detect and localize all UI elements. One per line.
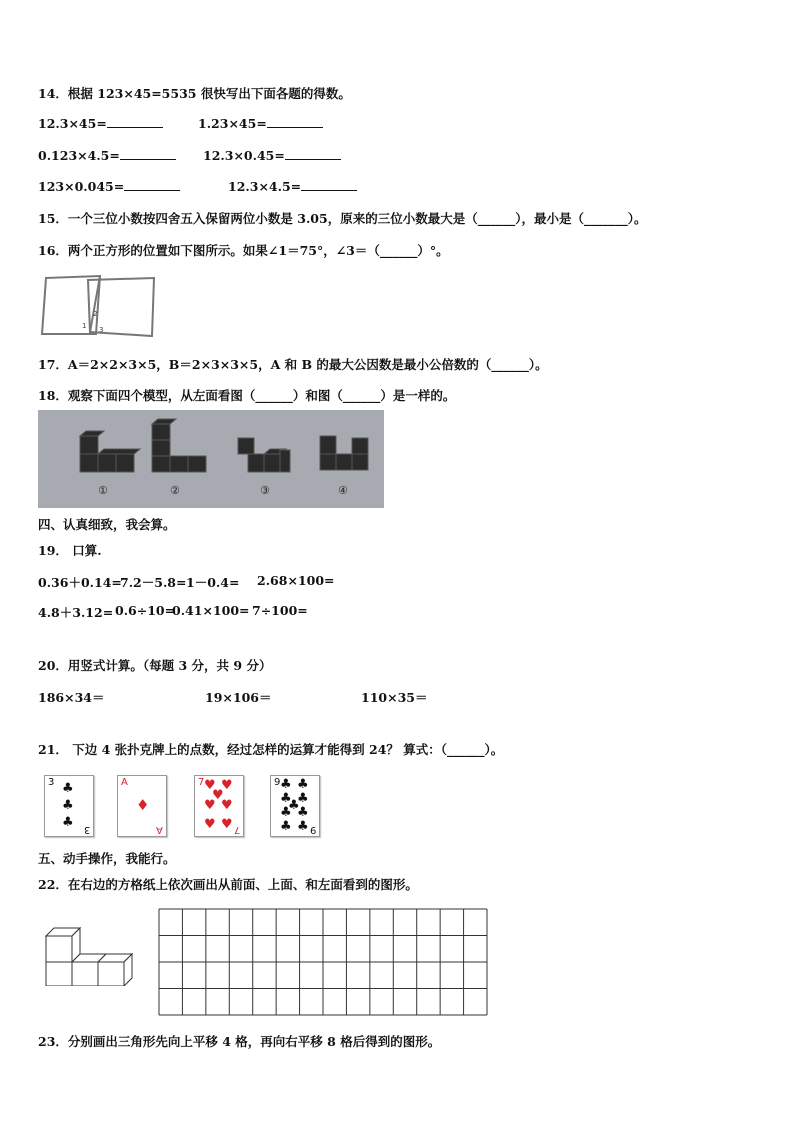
club-icon: ♣ [297,791,309,806]
q20-item-1: 186×34＝ [38,690,105,705]
model-4 [320,436,368,470]
model-2 [152,419,206,472]
answer-blank[interactable] [107,115,163,128]
model-1 [80,431,140,472]
heart-icon: ♥ [221,778,233,793]
angle-label-3: 3 [99,326,104,334]
club-icon: ♣ [280,805,292,820]
q22-text: 22．在右边的方格纸上依次画出从前面、上面、和左面看到的图形。 [38,877,418,892]
answer-blank[interactable] [124,178,180,191]
q14-stem: 14．根据 123×45=5535 很快写出下面各题的得数。 [38,86,351,101]
section-5-title: 五、动手操作，我能行。 [38,851,176,866]
playing-card-4 [270,775,320,837]
angle-label-1: 1 [82,322,87,330]
club-icon: ♣ [62,781,74,796]
answer-blank[interactable] [301,178,357,191]
model-3 [238,438,290,472]
card-2-rank: A [121,777,128,788]
q19-r1-c1: 0.36＋0.14= [38,575,122,590]
playing-card-1 [44,775,94,837]
q20-item-2: 19×106＝ [205,690,272,705]
club-icon: ♣ [280,777,292,792]
playing-card-3 [194,775,244,837]
club-icon: ♣ [62,815,74,830]
card-4-rank-inverted: 9 [309,824,316,835]
club-icon: ♣ [62,798,74,813]
q23-text: 23．分别画出三角形先向上平移 4 格，再向右平移 8 格后得到的图形。 [38,1034,441,1049]
q14-item-2: 1.23×45= [198,115,323,131]
q14-item-4: 12.3×0.45= [203,147,341,163]
card-1-rank-inverted: 3 [83,824,90,835]
card-4-rank: 9 [274,777,281,788]
card-1-rank: 3 [48,777,55,788]
playing-card-2 [117,775,167,837]
card-2-rank-inverted: A [156,824,163,835]
q19-r1-c2: 7.2－5.8= [120,575,187,590]
heart-icon: ♥ [204,817,216,832]
q19-r1-c4: 2.68×100= [257,573,335,588]
q14-item-1: 12.3×45= [38,115,163,131]
two-squares-figure [38,272,160,340]
answer-blank[interactable] [267,115,323,128]
heart-icon: ♥ [221,817,233,832]
q20-item-3: 110×35＝ [361,690,428,705]
q19-r2-c3: 0.41×100= [172,603,250,618]
q17-text: 17．A＝2×2×3×5，B＝2×3×3×5，A 和 B 的最大公因数是最小公倍数的（______）。 [38,357,548,372]
cube-models-figure [38,410,384,508]
q14-item-5: 123×0.045= [38,178,180,194]
heart-icon: ♥ [212,788,224,803]
model-label-3: ③ [260,484,270,497]
q19-r1-c3: 1－0.4= [186,575,240,590]
club-icon: ♣ [288,798,300,813]
heart-icon: ♥ [204,798,216,813]
grid-paper[interactable] [158,908,488,1016]
card-3-rank-inverted: 7 [233,824,240,835]
q19-r2-c4: 7÷100= [252,603,308,618]
q21-text: 21． 下边 4 张扑克牌上的点数，经过怎样的运算才能得到 24？ 算式：（______）。 [38,742,504,757]
card-3-rank: 7 [198,777,205,788]
q14-item-6: 12.3×4.5= [228,178,357,194]
model-label-4: ④ [338,484,348,497]
q19-stem: 19． 口算. [38,543,102,558]
q18-text: 18．观察下面四个模型，从左面看图（______）和图（______）是一样的。 [38,388,456,403]
diamond-icon: ♦ [136,796,150,814]
q20-stem: 20．用竖式计算。（每题 3 分，共 9 分） [38,658,272,673]
q14-item-3: 0.123×4.5= [38,147,176,163]
q19-r2-c2: 0.6÷10= [115,603,176,618]
answer-blank[interactable] [120,147,176,160]
model-label-2: ② [170,484,180,497]
angle-label-2: 2 [93,310,98,318]
club-icon: ♣ [280,791,292,806]
q19-r2-c1: 4.8＋3.12= [38,605,114,620]
q16-text: 16．两个正方形的位置如下图所示。如果∠1＝75°，∠3＝（______）°。 [38,243,449,258]
q15-text: 15．一个三位小数按四舍五入保留两位小数是 3.05，原来的三位小数最大是（______），最小是（_______）。 [38,211,647,226]
club-icon: ♣ [280,819,292,834]
answer-blank[interactable] [285,147,341,160]
club-icon: ♣ [297,819,309,834]
club-icon: ♣ [297,805,309,820]
cube-stack-figure [44,918,136,986]
club-icon: ♣ [297,777,309,792]
models-photo [38,410,384,508]
model-label-1: ① [98,484,108,497]
heart-icon: ♥ [204,778,216,793]
heart-icon: ♥ [221,798,233,813]
section-4-title: 四、认真细致，我会算。 [38,517,176,532]
